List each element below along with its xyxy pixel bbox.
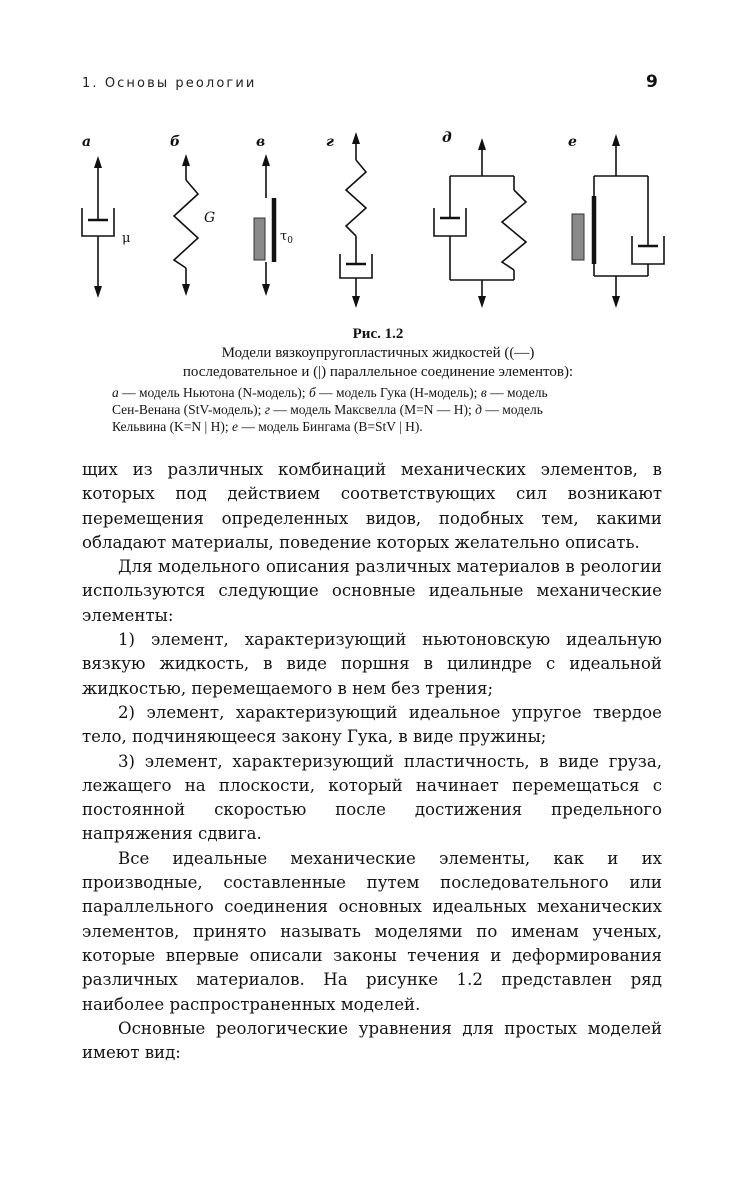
paragraph: щих из различных комбинаций механических элементов, в которых под действием соответствующих сил возникают перемещения определенных видов, подобных тем, какими обладают материалы, поведение которых желательно описать. <box>82 460 662 552</box>
model-bingham <box>572 134 664 308</box>
legend-label: в <box>480 385 487 400</box>
symbol-tau: $\tau_0$ <box>280 229 293 246</box>
figure-legend-line <box>112 419 672 435</box>
legend-label: д <box>475 402 482 417</box>
label-e: е <box>568 134 577 150</box>
legend-label: а <box>112 385 119 400</box>
body-text <box>82 458 662 1065</box>
legend-label: б <box>308 385 316 400</box>
figure-rheology-models <box>70 118 690 310</box>
paragraph: Все идеальные механические элементы, как и их производные, составленные путем последовательного или параллельного соединения основных идеальных механических элементов, принято называть моделями по именам ученых, которые впервые описали законы течения и деформирования различных материалов. На рисунке 1.2 представлен ряд наиболее распространенных моделей. <box>82 848 662 1014</box>
running-head: 1. Основы реологии <box>82 76 257 91</box>
legend-text: — модель <box>486 385 548 400</box>
figure-caption-line-2: последовательное и (|) параллельное соединение элементов): <box>182 364 574 380</box>
legend-text: Сен-Венана (StV-модель); <box>112 402 265 417</box>
symbol-g: G <box>204 210 216 226</box>
model-st-venant <box>254 154 293 296</box>
paragraph: Основные реологические уравнения для простых моделей имеют вид: <box>82 1018 662 1063</box>
legend-label: г <box>264 402 271 417</box>
legend-text: — модель Максвелла (M=N — H); <box>270 402 476 417</box>
model-newton-dashpot <box>82 156 130 298</box>
legend-text: Кельвина (K=N | H); <box>112 419 232 434</box>
figure-caption-title: Рис. 1.2 <box>352 326 404 342</box>
figure-caption-line-1: Модели вязкоупругопластичных жидкостей ((—) <box>221 345 535 361</box>
legend-label: е <box>232 419 238 434</box>
label-a: а <box>82 134 92 150</box>
legend-text: — модель Ньютона (N-модель); <box>118 385 309 400</box>
legend-text: — модель Бингама (B=StV | H). <box>238 419 423 434</box>
model-hooke-spring <box>174 154 215 296</box>
label-b: б <box>170 134 181 150</box>
model-maxwell <box>340 132 372 308</box>
list-item: 2) элемент, характеризующий идеальное упругое твердое тело, подчиняющееся закону Гука, в виде пружины; <box>82 702 662 747</box>
label-v: в <box>256 134 266 150</box>
legend-text: — модель <box>481 402 543 417</box>
symbol-mu: μ <box>122 231 131 246</box>
label-d: д <box>442 130 452 146</box>
figure-legend-line <box>112 385 672 401</box>
legend-text: — модель Гука (H-модель); <box>315 385 481 400</box>
label-g: г <box>326 134 334 150</box>
figure-legend-line <box>112 402 672 418</box>
model-kelvin <box>434 138 526 308</box>
paragraph: Для модельного описания различных материалов в реологии используются следующие основные идеальные механические элементы: <box>82 557 662 625</box>
list-item: 1) элемент, характеризующий ньютоновскую идеальную вязкую жидкость, в виде поршня в цилиндре с идеальной жидкостью, перемещаемого в нем без трения; <box>82 630 662 698</box>
list-item: 3) элемент, характеризующий пластичность, в виде груза, лежащего на плоскости, который начинает перемещаться с постоянной скоростью после достижения предельного напряжения сдвига. <box>82 751 662 844</box>
page-number: 9 <box>646 72 658 92</box>
